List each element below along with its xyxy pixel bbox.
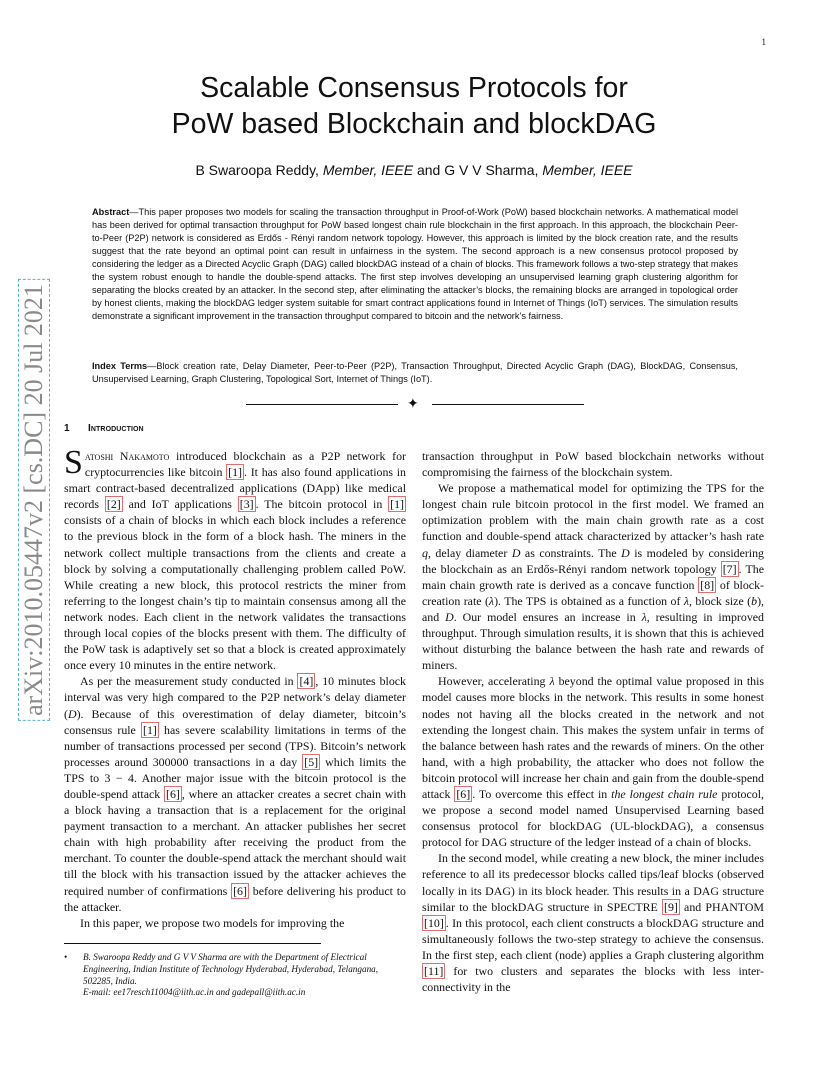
- text-run: for two clusters and separates the blocks with less inter-connectivity in the: [422, 964, 764, 995]
- page-number: 1: [761, 37, 766, 47]
- citation-link[interactable]: [5]: [304, 754, 319, 769]
- text-run: As per the measurement study conducted in: [80, 674, 298, 689]
- math-symbol: q: [422, 545, 428, 560]
- text-run: . It has also found applications in smart contract-based decentralized applications (DApp) like medical records: [64, 465, 406, 512]
- math-symbol: D: [621, 545, 630, 560]
- text-run: . To overcome this effect in: [472, 786, 612, 801]
- right-column: [422, 448, 764, 995]
- text-run: consists of a chain of blocks in which each block includes a reference to the previous block in the form of a block hash. The miners in the network collect multiple transactions from the clients and create a block by solving a computationally challenging problem called PoW. While creating a new block, this protocol restricts the miner from referring to the longest chain’s tip to maintain consensus among all the network nodes. Each client in the network validates the transactions through local copies of the blocks present with them. The difficulty of the PoW task is adaptively set so that a block is created approximately once every 10 minutes in the entire network.: [64, 513, 406, 673]
- math-symbol: λ: [683, 593, 690, 608]
- citation-link[interactable]: [4]: [299, 674, 314, 689]
- text-run: However, accelerating: [438, 674, 550, 689]
- text-run: ). The TPS is obtained as a function of: [494, 593, 684, 608]
- paragraph-5: [422, 673, 764, 850]
- text-run: . The main chain growth rate is derived as a concave function: [422, 561, 764, 592]
- citation-link[interactable]: [1]: [228, 465, 243, 480]
- footnote-rule: [64, 943, 321, 944]
- text-run: . Our model ensures an increase in: [453, 609, 642, 624]
- paragraph-1: [64, 444, 406, 673]
- author-2-role: Member, IEEE: [542, 162, 633, 178]
- author-1-role: Member, IEEE: [322, 162, 414, 178]
- paragraph-continued: transaction throughput in PoW based blockchain networks without compromising the fairness of the blockchain system.: [422, 449, 764, 480]
- italic-phrase: the longest chain rule: [611, 786, 718, 801]
- paragraph-4: [422, 480, 764, 673]
- abstract-text: —This paper proposes two models for scaling the transaction throughput in Proof-of-Work (PoW) based blockchain networks. A mathematical model has been derived for optimal transaction throughput for PoW based longest chain rule blockchain in the first approach. In this approach, the blockchain Peer-to-Peer (P2P) network is considered as Erdős - Rényi random network topology. However, this approach is limited by the block creation rate, and the results suggest that the rate beyond an optimal point can result in unfairness in the system. The second approach is a new consensus protocol proposed by considering the ledger as a Directed Acyclic Graph (DAG) called blockDAG instead of a chain of blocks. This framework follows a two-step strategy that makes the system robust enough to handle the double-spend attacks. The first step involves developing an unsupervised learning graph clustering algorithm for separating the blocks created by an attacker. In the second step, after eliminating the attacker’s blocks, the remaining blocks are arranged in topological order by honest clients, making the blockDAG ledger system suitable for smart contract applications found in Internet of Things (IoT) services. The simulation results demonstrate a significant improvement in the transaction throughput compared to bitcoin and the network’s fairness.: [92, 207, 738, 321]
- math-symbol: b: [751, 593, 758, 608]
- footnote-email[interactable]: E-mail: ee17resch11004@iith.ac.in and gadepall@iith.ac.in: [83, 987, 306, 998]
- text-run: , where an attacker creates a secret chain with a block having a transaction that is a replacement for the original payment transaction to a merchant. An attacker publishes her secret chain with high probability after receiving the product from the merchant. To counter the double-spend attack the merchant should wait till the block with his transaction issued by the attacker achieves the required number of confirmations: [64, 786, 406, 898]
- math-symbol: λ: [549, 674, 555, 689]
- text-run: of block-creation rate (: [422, 577, 764, 608]
- text-run: protocol, we propose a second model named Unsupervised Learning based consensus protocol for blockDAG (UL-blockDAG), a consensus protocol for DAG structure of the ledger instead of a chain of blocks.: [422, 786, 764, 850]
- text-run: beyond the optimal value proposed in this model causes more blocks in the network. This results in some honest nodes not having all the blocks created in the network and not extending the longest chain. This makes the system unfair in terms of the balance between hash rates and the rewards of miners. On the other hand, with a high probability, the attacker who does not follow the bitcoin protocol will increase her chain and gain from the double-spend attack: [422, 674, 765, 801]
- citation-link[interactable]: [7]: [722, 561, 737, 576]
- section-title: Introduction: [88, 423, 144, 434]
- author-line: [60, 162, 768, 178]
- text-run: ), and: [422, 593, 765, 624]
- citation-link[interactable]: [2]: [106, 497, 121, 512]
- math-symbol: D: [511, 545, 521, 560]
- citation-link[interactable]: [1]: [142, 722, 157, 737]
- citation-link[interactable]: [6]: [233, 883, 247, 898]
- text-run: and IoT applications: [122, 497, 238, 512]
- text-run: before delivering his product to the attacker.: [64, 883, 406, 914]
- divider-line-right: [432, 404, 584, 405]
- abstract-label: Abstract: [92, 207, 130, 217]
- dropcap: S: [64, 444, 83, 481]
- citation-link[interactable]: [11]: [424, 964, 444, 978]
- math-symbol: D: [445, 609, 454, 624]
- citation-link[interactable]: [1]: [390, 497, 404, 512]
- divider-line-left: [246, 404, 398, 405]
- citation-link[interactable]: [10]: [424, 915, 444, 930]
- citation-link[interactable]: [6]: [166, 786, 180, 801]
- index-terms-text: —Block creation rate, Delay Diameter, Peer-to-Peer (P2P), Transaction Throughput, Directed Acyclic Graph (DAG), BlockDAG, Consensus, Unsupervised Learning, Graph Clustering, Topological Sort, Internet of Things (IoT).: [92, 361, 738, 384]
- text-run: , 10 minutes block interval was very high compared to the P2P network’s delay diameter (: [64, 674, 406, 721]
- author-name-smallcaps: atoshi Nakamoto: [84, 449, 170, 463]
- arxiv-stamp[interactable]: [14, 265, 54, 735]
- index-terms: [92, 360, 738, 386]
- text-run: . In this protocol, each client constructs a blockDAG structure and simultaneously follows the two-step strategy to achieve the consensus. In the first step, each client (node) applies a Graph clustering algorithm: [422, 915, 764, 962]
- paper-title: [60, 70, 768, 142]
- text-run: and PHANTOM: [679, 899, 764, 914]
- citation-link[interactable]: [3]: [239, 497, 254, 512]
- footnote-affiliation: B. Swaroopa Reddy and G V V Sharma are with the Department of Electrical Engineering, Indian Institute of Technology Hyderabad, Hyderabad, Telangana, 502285, India.: [83, 952, 379, 986]
- section-heading: [64, 423, 144, 434]
- citation-link[interactable]: [6]: [456, 786, 471, 801]
- math-symbol: D: [67, 706, 77, 721]
- footnote-text: [83, 952, 406, 999]
- author-1: B Swaroopa Reddy,: [195, 162, 323, 178]
- paragraph-2: [64, 673, 406, 914]
- text-run: . The bitcoin protocol in: [255, 497, 389, 512]
- arxiv-stamp-text[interactable]: arXiv:2010.05447v2 [cs.DC] 20 Jul 2021: [18, 279, 50, 721]
- title-line-2: PoW based Blockchain and blockDAG: [171, 108, 657, 140]
- section-number: 1: [64, 423, 70, 434]
- text-run: , delay diameter: [427, 545, 512, 560]
- text-run: is modeled by considering the blockchain as an Erdős-Rényi random network topology: [422, 545, 765, 576]
- text-run: , block size (: [689, 593, 752, 608]
- text-run: introduced blockchain as a P2P network for cryptocurrencies like bitcoin: [84, 449, 406, 480]
- divider-star-icon: ✦: [407, 396, 419, 412]
- text-run: has severe scalability limitations in terms of the number of transactions processed per second (TPS). Bitcoin’s network processes around 300000 transactions in a day: [64, 722, 406, 769]
- math-symbol: λ: [488, 593, 495, 608]
- math-symbol: λ: [641, 609, 647, 624]
- section-divider: [246, 396, 584, 412]
- text-run: , resulting in improved throughput. Through simulation results, it is shown that this is achieved without disturbing the balance between the hash rate and rewards of miners.: [422, 609, 764, 673]
- author-and: and G V V Sharma,: [413, 162, 543, 178]
- footnote-bullet-icon: •: [64, 952, 68, 962]
- title-line-1: Scalable Consensus Protocols for: [200, 72, 628, 104]
- left-column: [64, 444, 406, 931]
- text-run: In the second model, while creating a new block, the miner includes reference to all its predecessor blocks called tips/leaf blocks (observed locally in its DAG) in its block header. This results in a DAG structure similar to the blockDAG structure in SPECTRE: [422, 851, 764, 914]
- citation-link[interactable]: [9]: [664, 899, 678, 914]
- citation-link[interactable]: [8]: [700, 577, 715, 592]
- abstract: [92, 206, 738, 323]
- footnote: [64, 952, 406, 999]
- text-run: We propose a mathematical model for optimizing the TPS for the longest chain rule bitcoin protocol in the first model. We framed an optimization problem with the main chain growth rate as a cost function and double-spend attack characterized by attacker’s hash rate: [422, 481, 764, 544]
- text-run: as constraints. The: [520, 545, 622, 560]
- index-terms-label: Index Terms: [92, 361, 148, 371]
- paragraph-6: [422, 850, 764, 995]
- text-run: which limits the TPS to 3 − 4. Another major issue with the bitcoin protocol is the double-spend attack: [64, 754, 406, 801]
- text-run: ). Because of this overestimation of delay diameter, bitcoin’s consensus rule: [64, 706, 406, 737]
- paragraph-3: In this paper, we propose two models for improving the: [80, 915, 345, 930]
